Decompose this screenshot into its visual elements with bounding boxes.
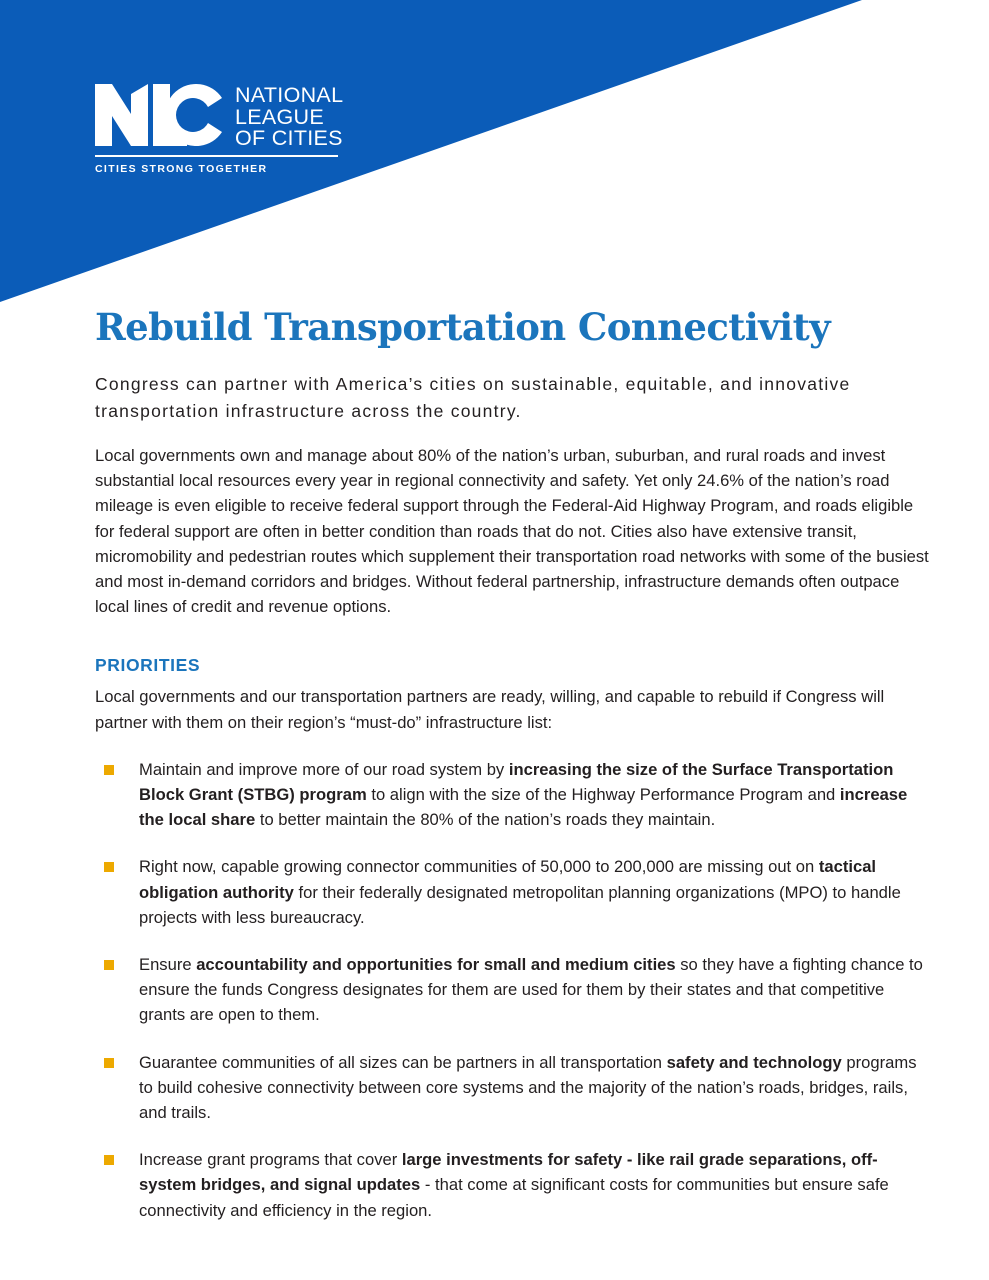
square-bullet-icon: [104, 960, 114, 970]
square-bullet-icon: [104, 1155, 114, 1165]
list-item-text: Increase grant programs that cover large investments for safety - like rail grade separations, off-system bridges, and signal updates - that come at significant costs for communities but ensure safe connectivity and efficiency in the region.: [139, 1150, 889, 1220]
list-item: [95, 854, 929, 930]
logo-wordmark-line-2: LEAGUE: [235, 104, 325, 129]
page-title: Rebuild Transportation Connectivity: [95, 305, 830, 349]
intro-paragraph: Local governments own and manage about 80% of the nation’s urban, suburban, and rural roads and invest substantial local resources every year in regional connectivity and safety. Yet only 24.6% of the nation’s road mileage is even eligible to receive federal support through the Federal-Aid Highway Program, and roads eligible for federal support are often in better condition than roads that do not. Cities also have extensive transit, micromobility and pedestrian routes which supplement their transportation road networks with some of the busiest and most in-demand corridors and bridges. Without federal partnership, infrastructure demands often outpace local lines of credit and revenue options.: [95, 446, 929, 617]
list-item-text: Right now, capable growing connector communities of 50,000 to 200,000 are missing out on tactical obligation authority for their federally designated metropolitan planning organizations (MPO) to handle projects with less bureaucracy.: [139, 857, 901, 927]
list-item: [95, 952, 929, 1028]
list-item: [95, 757, 929, 833]
priorities-list: [95, 757, 929, 1223]
logo-wordmark-line-3: OF CITIES: [235, 126, 343, 150]
square-bullet-icon: [104, 1058, 114, 1068]
list-item-text: Maintain and improve more of our road system by increasing the size of the Surface Transportation Block Grant (STBG) program to align with the size of the Highway Performance Program and increase the local share to better maintain the 80% of the nation’s roads they maintain.: [139, 759, 908, 830]
list-item: [95, 1050, 929, 1126]
list-item: [95, 1147, 929, 1223]
priorities-lead: Local governments and our transportation partners are ready, willing, and capable to rebuild if Congress will partner with them on their region’s “must-do” infrastructure list:: [95, 687, 885, 732]
square-bullet-icon: [104, 765, 114, 775]
priorities-heading: PRIORITIES: [95, 655, 201, 676]
page-subtitle: Congress can partner with America’s cities on sustainable, equitable, and innovative transportation infrastructure across the country.: [95, 374, 851, 421]
square-bullet-icon: [104, 862, 114, 872]
logo-tagline: CITIES STRONG TOGETHER: [95, 163, 268, 175]
list-item-text: Ensure accountability and opportunities for small and medium cities so they have a fighting chance to ensure the funds Congress designates for them are used for them by their states and that competitive grants are open to them.: [139, 955, 923, 1025]
list-item-text: Guarantee communities of all sizes can be partners in all transportation safety and technology programs to build cohesive connectivity between core systems and the majority of the nation’s roads, bridges, rails, and trails.: [139, 1052, 917, 1123]
logo-wordmark-line-1: NATIONAL: [235, 83, 344, 107]
